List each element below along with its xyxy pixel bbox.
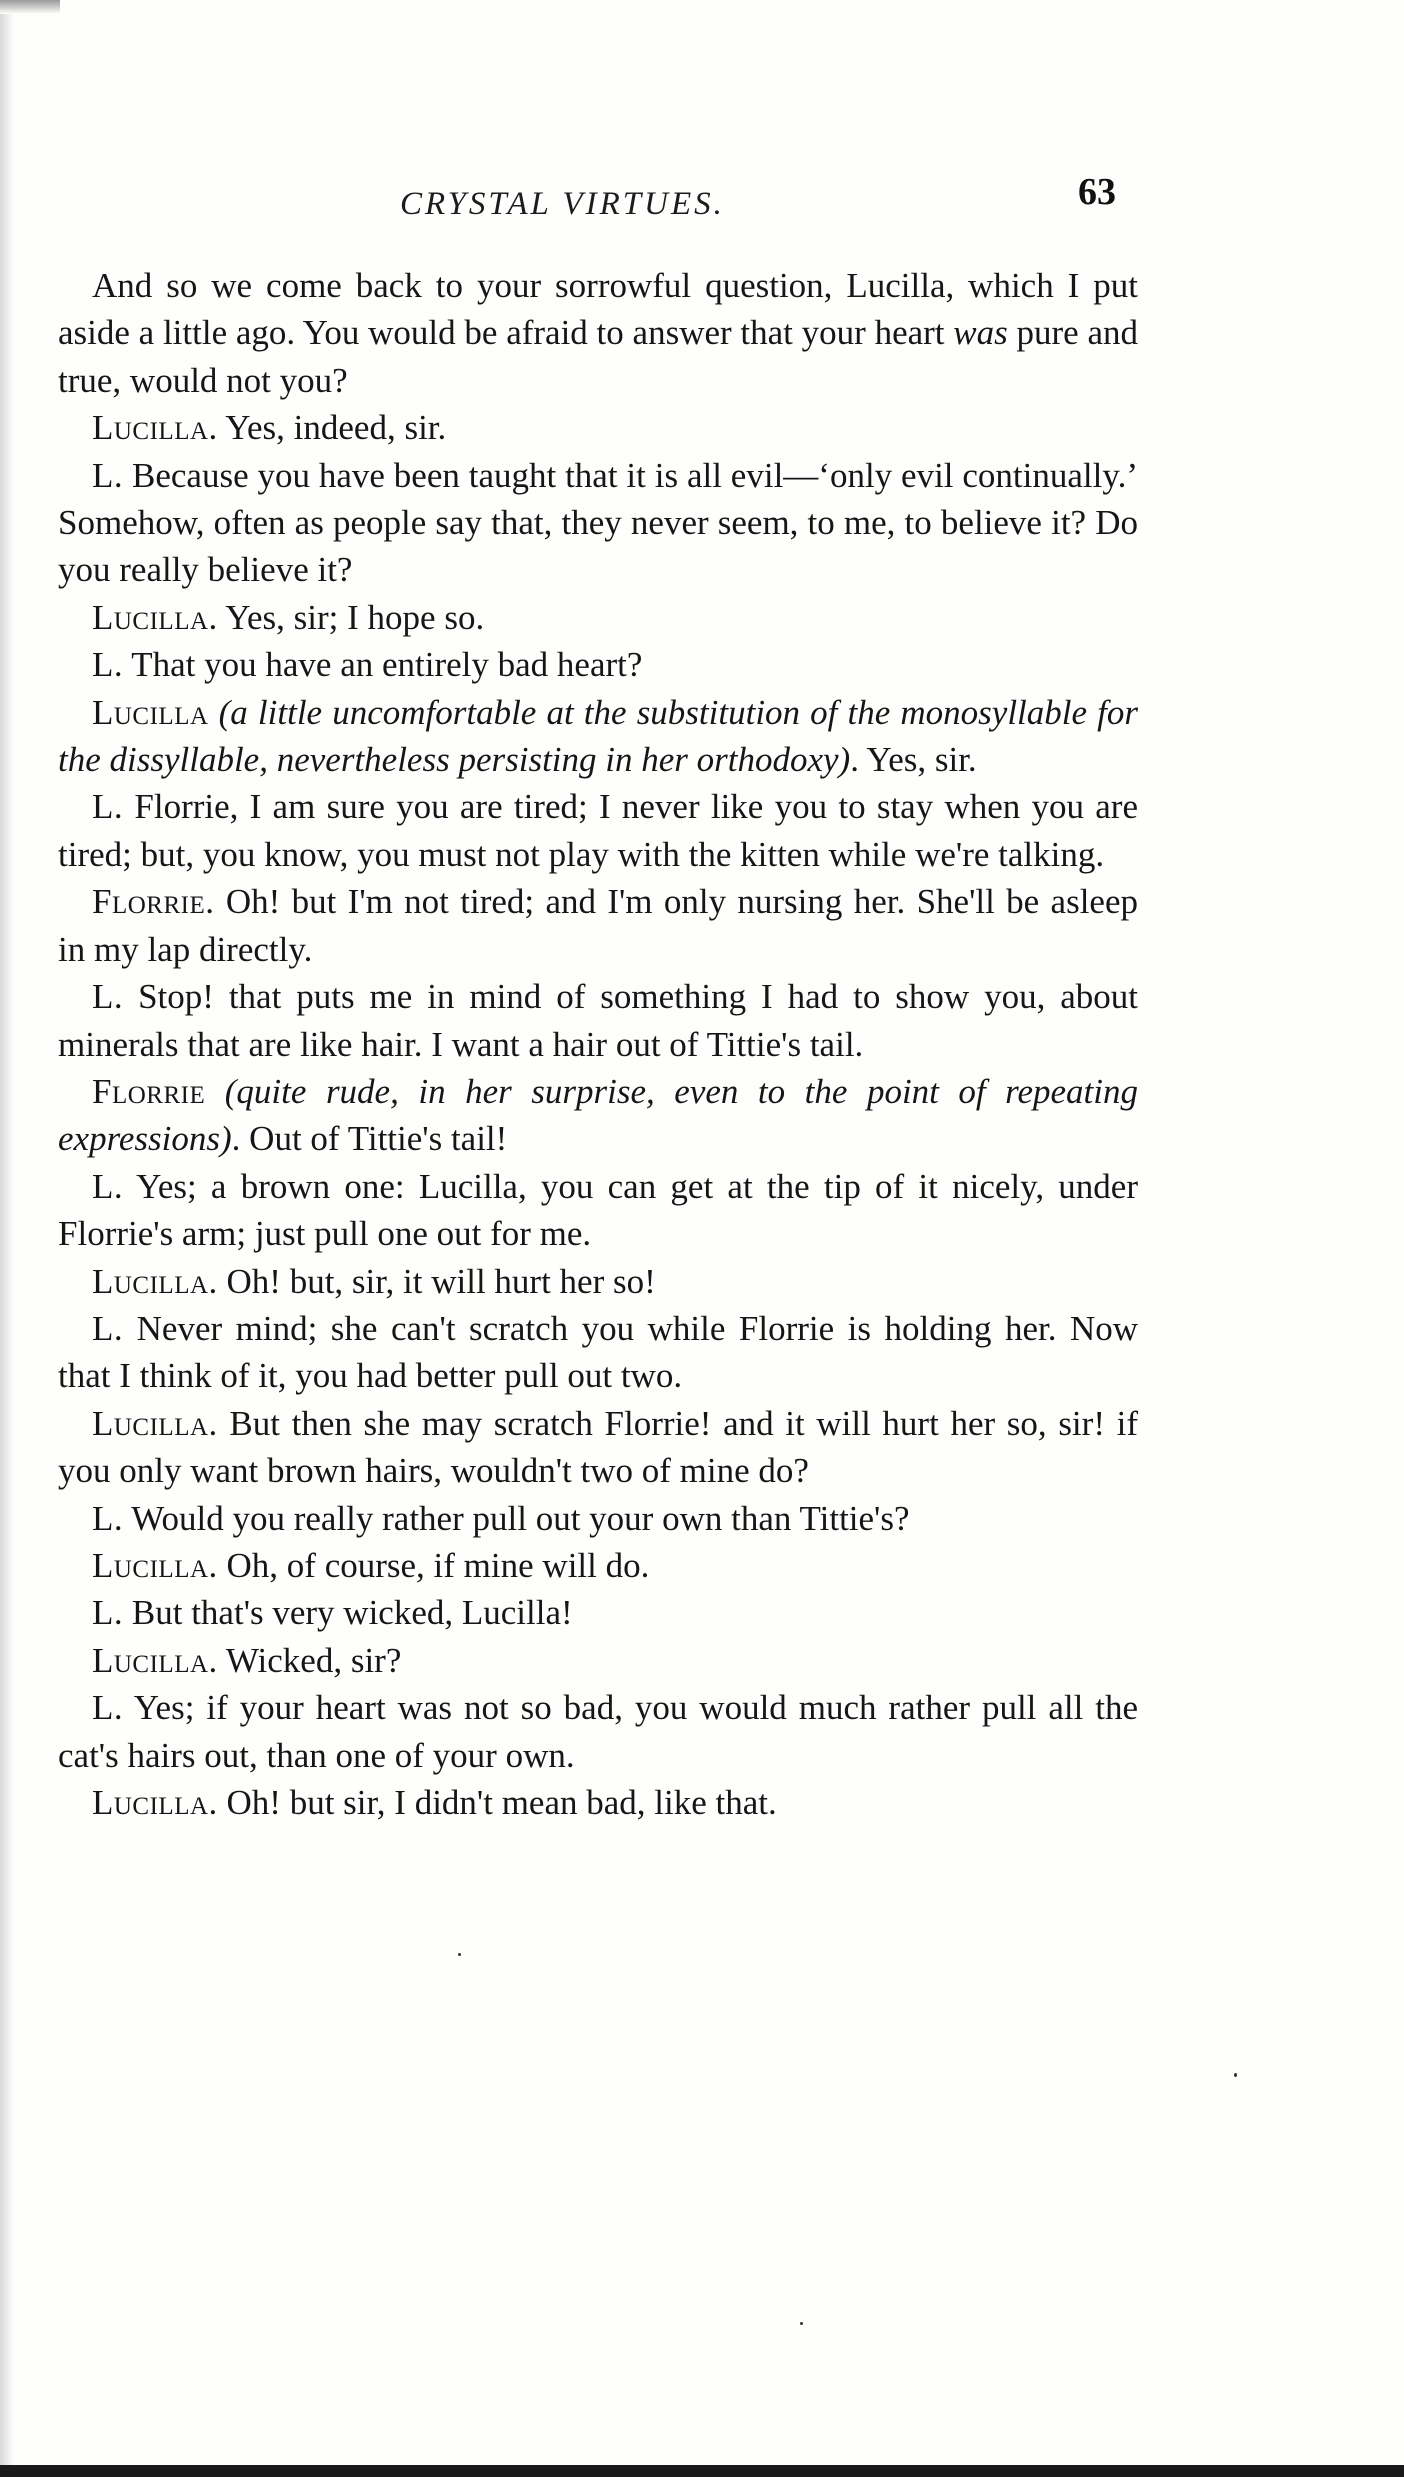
speaker-name: Lucilla. xyxy=(92,1545,218,1585)
dialogue-text: Yes, sir; I hope so. xyxy=(217,597,485,637)
speaker-name: L. xyxy=(92,787,124,827)
paragraph xyxy=(58,594,1138,641)
paragraph xyxy=(58,404,1138,451)
emphasis-text: was xyxy=(953,313,1008,353)
dialogue-text xyxy=(205,1072,225,1111)
paragraph xyxy=(58,262,1138,404)
dialogue-text xyxy=(209,693,219,732)
dialogue-text: . Yes, sir. xyxy=(850,740,977,780)
speaker-name: Lucilla. xyxy=(92,1640,218,1680)
speck xyxy=(1234,2073,1237,2077)
paragraph xyxy=(58,1258,1138,1305)
paragraph xyxy=(58,783,1138,878)
speaker-name: Lucilla. xyxy=(92,1261,218,1301)
speaker-name: L. xyxy=(92,645,124,685)
dialogue-text: . Out of Tittie's tail! xyxy=(231,1119,508,1159)
paragraph xyxy=(58,1637,1138,1684)
page-corner-shadow xyxy=(0,0,60,14)
paragraph xyxy=(58,973,1138,1068)
dialogue-text: Oh! but, sir, it will hurt her so! xyxy=(217,1261,656,1301)
dialogue-text: Yes; if your heart was not so bad, you would much rather pull all the cat's hairs out, than one of your own. xyxy=(58,1688,1138,1775)
speaker-name: Lucilla. xyxy=(92,1403,218,1443)
paragraph xyxy=(58,452,1138,594)
speaker-name: Lucilla. xyxy=(92,597,218,637)
paragraph xyxy=(58,1495,1138,1542)
speaker-name: Lucilla xyxy=(92,692,209,732)
dialogue-text: Florrie, I am sure you are tired; I never like you to stay when you are tired; but, you know, you must not play with the kitten while we're talking. xyxy=(58,787,1138,874)
stage-direction: (a little uncomfortable at the substitution of the monosyllable for the dissyllable, nevertheless persisting in her orthodoxy) xyxy=(58,692,1138,780)
speaker-name: L. xyxy=(92,1308,124,1348)
speaker-name: L. xyxy=(92,977,124,1017)
dialogue-text: That you have an entirely bad heart? xyxy=(123,645,643,685)
speaker-name: Florrie. xyxy=(92,882,215,922)
dialogue-text: Yes; a brown one: Lucilla, you can get at the tip of it nicely, under Florrie's arm; just pull one out for me. xyxy=(58,1166,1138,1254)
speck xyxy=(458,1953,461,1956)
page-number: 63 xyxy=(1078,171,1116,213)
paragraph xyxy=(58,1684,1138,1779)
dialogue-text: Never mind; she can't scratch you while Florrie is holding her. Now that I think of it, you had better pull out two. xyxy=(58,1308,1138,1396)
dialogue-text: pure and true, would not you? xyxy=(58,313,1138,400)
dialogue-text: Would you really rather pull out your own than Tittie's? xyxy=(123,1498,910,1538)
dialogue-text: Oh, of course, if mine will do. xyxy=(217,1545,650,1585)
paragraph xyxy=(58,689,1138,784)
dialogue-text: Oh! but I'm not tired; and I'm only nursing her. She'll be asleep in my lap directly. xyxy=(58,882,1138,969)
paragraph xyxy=(58,1305,1138,1400)
dialogue-text: Oh! but sir, I didn't mean bad, like that. xyxy=(217,1783,777,1822)
stage-direction: (quite rude, in her surprise, even to the point of repeating expressions) xyxy=(58,1071,1139,1159)
page-header xyxy=(0,170,1404,230)
dialogue-text: Stop! that puts me in mind of something I had to show you, about minerals that are like hair. I want a hair out of Tittie's tail. xyxy=(58,977,1138,1064)
dialogue-text: Wicked, sir? xyxy=(217,1640,402,1680)
speaker-name: L. xyxy=(92,1593,124,1633)
speaker-name: Lucilla. xyxy=(92,408,218,448)
speaker-name: L. xyxy=(92,1166,124,1206)
page-bottom-edge xyxy=(0,2465,1404,2477)
speaker-name: Lucilla. xyxy=(92,1783,218,1822)
speaker-name: Florrie xyxy=(92,1071,206,1111)
dialogue-text: But then she may scratch Florrie! and it will hurt her so, sir! if you only want brown hairs, wouldn't two of mine do? xyxy=(58,1403,1138,1491)
paragraph xyxy=(58,1779,1138,1826)
speaker-name: L. xyxy=(92,1498,124,1538)
dialogue-text: And so we come back to your sorrowful question, Lucilla, which I put aside a little ago. You would be afraid to answer that your heart xyxy=(58,266,1138,353)
paragraph xyxy=(58,1542,1138,1589)
body-text xyxy=(58,262,1138,1826)
paragraph xyxy=(58,641,1138,688)
speck xyxy=(800,2322,803,2325)
paragraph xyxy=(58,1068,1138,1163)
paragraph xyxy=(58,878,1138,973)
dialogue-text: Yes, indeed, sir. xyxy=(217,408,447,448)
dialogue-text: Because you have been taught that it is all evil—‘only evil continually.’ Somehow, often as people say that, they never seem, to me, to believe it? Do you really believe it? xyxy=(58,455,1138,590)
dialogue-text: But that's very wicked, Lucilla! xyxy=(123,1593,573,1633)
running-title: CRYSTAL VIRTUES. xyxy=(400,186,725,222)
page-gutter-shadow xyxy=(0,0,14,2477)
speaker-name: L. xyxy=(92,455,124,495)
paragraph xyxy=(58,1400,1138,1495)
paragraph xyxy=(58,1589,1138,1636)
speaker-name: L. xyxy=(92,1688,124,1728)
paragraph xyxy=(58,1163,1138,1258)
